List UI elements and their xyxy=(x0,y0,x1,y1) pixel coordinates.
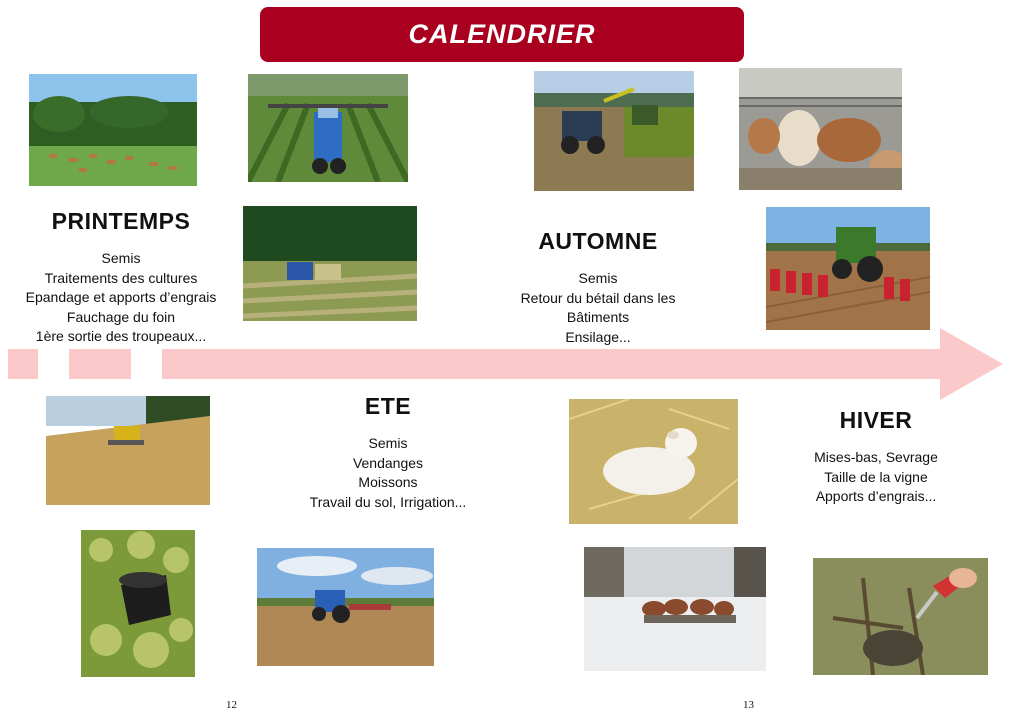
season-item: Vendanges xyxy=(352,454,424,471)
season-item: Semis xyxy=(578,270,618,286)
grape-harvest-bucket-photo xyxy=(81,530,195,677)
season-automne xyxy=(498,228,698,347)
season-title-hiver: HIVER xyxy=(839,407,913,433)
season-ete xyxy=(288,393,488,512)
season-item: Moissons xyxy=(358,474,418,490)
timeline-dash-2 xyxy=(69,349,131,379)
title-banner xyxy=(260,7,744,62)
page-number-left: 12 xyxy=(226,699,237,711)
timeline-dash-1 xyxy=(8,349,38,379)
season-hiver xyxy=(796,407,956,507)
season-item: Fauchage du foin xyxy=(66,308,176,325)
season-item: Bâtiments xyxy=(566,309,630,325)
cattle-feeding-snow-photo xyxy=(584,547,766,671)
forage-harvester-silage-photo xyxy=(534,71,694,191)
season-title-automne: AUTOMNE xyxy=(538,228,658,254)
season-item: Taille de la vigne xyxy=(824,468,928,485)
season-item: Apports d’engrais... xyxy=(815,488,937,504)
season-item: Mises-bas, Sevrage xyxy=(814,449,938,465)
combine-harvester-photo xyxy=(46,396,210,505)
lamb-in-straw-photo xyxy=(569,399,738,524)
page-number-right: 13 xyxy=(743,699,754,711)
season-item: Traitements des cultures xyxy=(44,269,198,286)
cattle-in-barn-photo xyxy=(739,68,902,190)
page-title: CALENDRIER xyxy=(408,19,596,49)
tractor-seeder-photo xyxy=(766,207,930,330)
season-item: Ensilage... xyxy=(565,328,631,345)
season-title-printemps: PRINTEMPS xyxy=(51,208,191,234)
vineyard-sprayer-tractor-photo xyxy=(248,74,408,182)
season-item: Semis xyxy=(368,435,408,451)
season-item: Travail du sol, Irrigation... xyxy=(309,493,467,510)
tractor-tilling-field-photo xyxy=(257,548,434,666)
season-printemps xyxy=(10,208,232,347)
hay-baling-tractor-photo xyxy=(243,206,417,321)
season-item: Epandage et apports d’engrais xyxy=(25,289,217,305)
season-item: Semis xyxy=(101,250,141,266)
season-item: Retour du bétail dans les xyxy=(520,289,676,306)
season-title-ete: ETE xyxy=(364,393,412,419)
vine-pruning-shears-photo xyxy=(813,558,988,675)
season-item: 1ère sortie des troupeaux... xyxy=(35,328,207,344)
cows-in-pasture-photo xyxy=(29,74,197,186)
